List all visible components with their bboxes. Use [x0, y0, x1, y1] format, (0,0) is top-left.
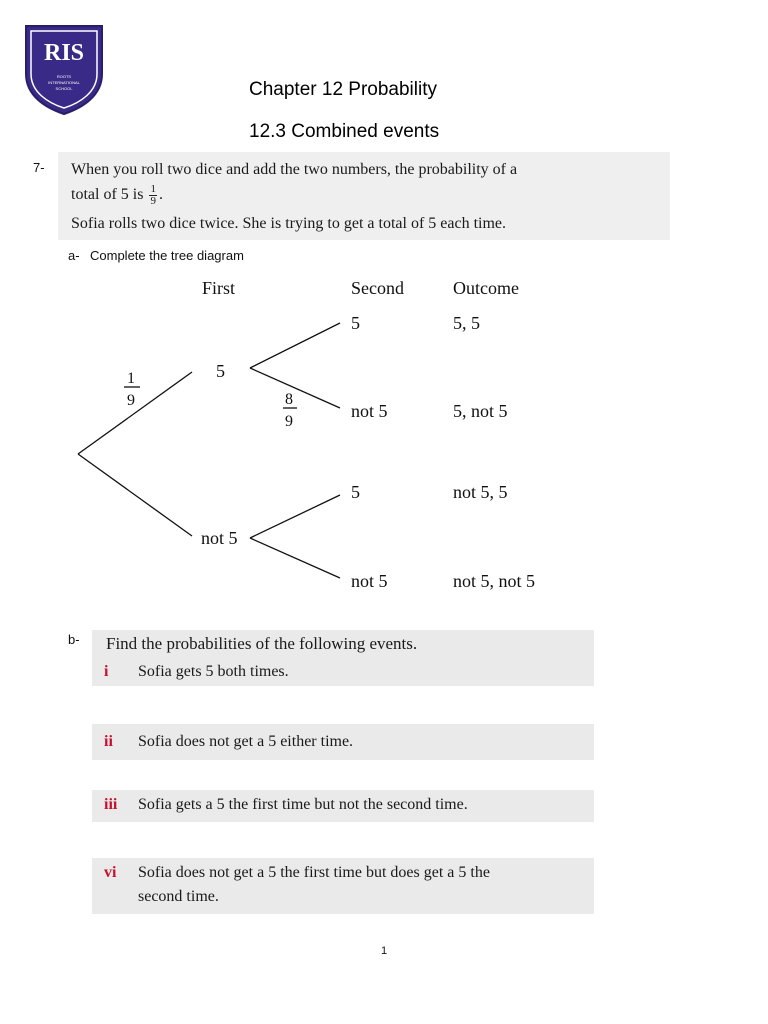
branch-root-to-not5 [78, 454, 192, 536]
part-a-label: a- [68, 248, 80, 263]
section-title: 12.3 Combined events [249, 121, 440, 142]
branch-root-to-5 [78, 372, 192, 454]
first-node-not5: not 5 [201, 528, 238, 548]
item-i-text: Sofia gets 5 both times. [138, 663, 289, 680]
item-iii-text: Sofia gets a 5 the first time but not the second time. [138, 796, 468, 813]
outcome-2: 5, not 5 [453, 401, 508, 421]
header-outcome: Outcome [453, 278, 519, 298]
item-ii-block [92, 724, 594, 760]
header-second: Second [351, 278, 404, 298]
school-logo [22, 22, 106, 116]
second-node-1: 5 [351, 313, 360, 333]
branch-5-to-5 [250, 323, 340, 368]
part-a-instruction: Complete the tree diagram [90, 248, 244, 263]
item-iii-block [92, 790, 594, 822]
item-i-tag: i [104, 663, 109, 680]
outcome-4: not 5, not 5 [453, 571, 536, 591]
logo-subtext: ROOTS INTERNATIONAL SCHOOL [48, 74, 80, 91]
question-scan [58, 152, 670, 240]
question-line-2-prefix: total of 5 is [71, 186, 144, 203]
question-number: 7- [33, 160, 45, 175]
prob-second-numerator: 8 [285, 391, 293, 408]
question-line-1: When you roll two dice and add the two numbers, the probability of a [71, 161, 518, 178]
outcome-3: not 5, 5 [453, 482, 508, 502]
tree-diagram [0, 270, 768, 600]
item-vi-tag: vi [104, 864, 117, 881]
part-b-label: b- [68, 632, 80, 647]
header-first: First [202, 278, 236, 298]
page-number: 1 [381, 945, 388, 957]
prob-first-numerator: 1 [127, 370, 135, 387]
item-vi-text-line1: Sofia does not get a 5 the first time but does get a 5 the [138, 864, 490, 881]
item-ii-tag: ii [104, 733, 113, 750]
question-fraction-denominator: 9 [150, 194, 156, 207]
second-node-2: not 5 [351, 401, 388, 421]
question-line-3: Sofia rolls two dice twice. She is trying to get a total of 5 each time. [71, 215, 507, 232]
logo-text: RIS [43, 40, 85, 66]
second-node-4: not 5 [351, 571, 388, 591]
first-node-5: 5 [216, 361, 225, 381]
question-line-2 [71, 181, 163, 208]
question-line-2-suffix: . [158, 186, 163, 203]
prob-second-denominator: 9 [285, 413, 293, 430]
part-b-intro: Find the probabilities of the following events. [106, 634, 418, 653]
second-node-3: 5 [351, 482, 360, 502]
item-vi-text-line2: second time. [138, 888, 219, 905]
item-iii-tag: iii [104, 796, 118, 813]
question-fraction [149, 184, 157, 207]
item-ii-text: Sofia does not get a 5 either time. [138, 733, 354, 750]
branch-5-to-not5 [250, 368, 340, 408]
branch-not5-to-5 [250, 495, 340, 538]
branch-not5-to-not5 [250, 538, 340, 578]
part-b-intro-block [92, 630, 594, 686]
prob-first-denominator: 9 [127, 392, 135, 409]
chapter-title: Chapter 12 Probability [249, 79, 437, 100]
item-vi-block [92, 858, 594, 914]
outcome-1: 5, 5 [453, 313, 480, 333]
question-fraction-numerator: 1 [150, 182, 156, 195]
